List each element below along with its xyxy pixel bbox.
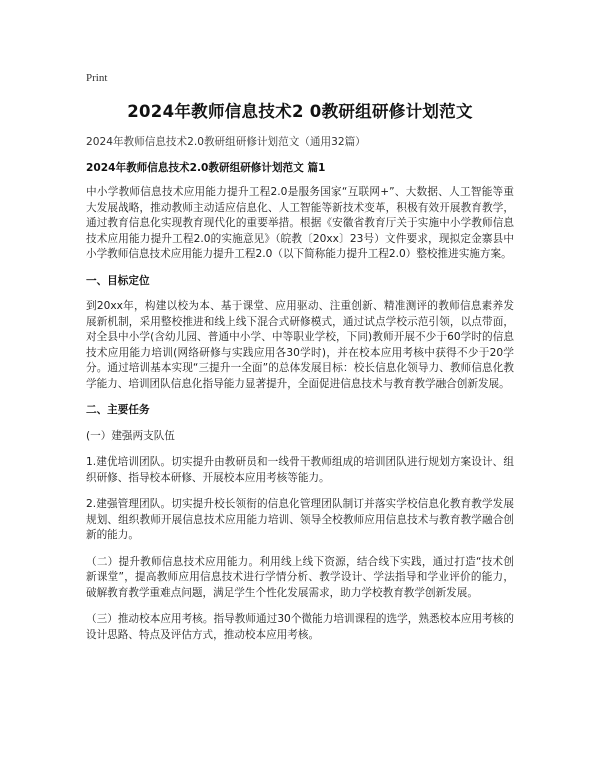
document-subtitle: 2024年教师信息技术2.0教研组研修计划范文（通用32篇） (86, 136, 366, 148)
intro-paragraph: 中小学教师信息技术应用能力提升工程2.0是服务国家“互联网+”、大数据、人工智能等重大发展战略，推动教师主动适应信息化、人工智能等新技术变革，积极有效开展教育教学，通过教育信息化实现教育现代化的重要举措。根据《安徽省教育厅关于实施中小学教师信息技术应用能力提升工程2.0的实施意见》（皖教〔20xx〕23号）文件要求，现拟定金寨县中小学教师信息技术应用能力提升工程2.0（以下简称能力提升工程2.0）整校推进实施方案。 (86, 186, 514, 260)
article-title: 2024年教师信息技术2.0教研组研修计划范文 篇1 (86, 161, 326, 174)
task-item-training-team: 1.建优培训团队。切实提升由教研员和一线骨干教师组成的培训团队进行规划方案设计、组织研修、指导校本研修、开展校本应用考核等能力。 (86, 456, 514, 484)
subheading-teams: (一）建强两支队伍 (86, 429, 175, 442)
task-item-management-team: 2.建强管理团队。切实提升校长领衔的信息化管理团队制订并落实学校信息化教育教学发展规划、组织教师开展信息技术应用能力培训、领导全校教师应用信息技术与教育教学融合创新的能力。 (86, 498, 514, 541)
task-paragraph-ability: （二）提升教师信息技术应用能力。利用线上线下资源，结合线下实践，通过打造“技术创新课堂”，提高教师应用信息技术进行学情分析、教学设计、学法指导和学业评价的能力，破解教育教学重难点问题，满足学生个性化发展需求，助力学校教育教学创新发展。 (86, 555, 514, 599)
document-title: 2024年教师信息技术2 0教研组研修计划范文 (127, 102, 473, 121)
section-heading-tasks: 二、主要任务 (86, 404, 150, 416)
goal-paragraph: 到20xx年，构建以校为本、基于课堂、应用驱动、注重创新、精准测评的教师信息素养发展新机制，采用整校推进和线上线下混合式研修模式，通过试点学校示范引领，以点带面，对全县中小学(含幼儿园、普通中小学、中等职业学校，下同)教师开展不少于60学时的信息技术应用能力培训(网络研修与实践应用各30学时)，并在校本应用考核中获得不少于20学分。通过培训基本实现“三提升一全面”的总体发展目标：校长信息化领导力、教师信息化教学能力、培训团队信息化指导能力显著提升，全面促进信息技术与教育教学融合创新发展。 (86, 300, 514, 390)
section-heading-goals: 一、目标定位 (86, 274, 150, 287)
document-body (86, 135, 514, 654)
task-paragraph-assessment: （三）推动校本应用考核。指导教师通过30个微能力培训课程的选学，熟悉校本应用考核的设计思路、特点及评估方式，推动校本应用考核。 (86, 613, 514, 641)
print-label[interactable]: Print (86, 72, 108, 84)
